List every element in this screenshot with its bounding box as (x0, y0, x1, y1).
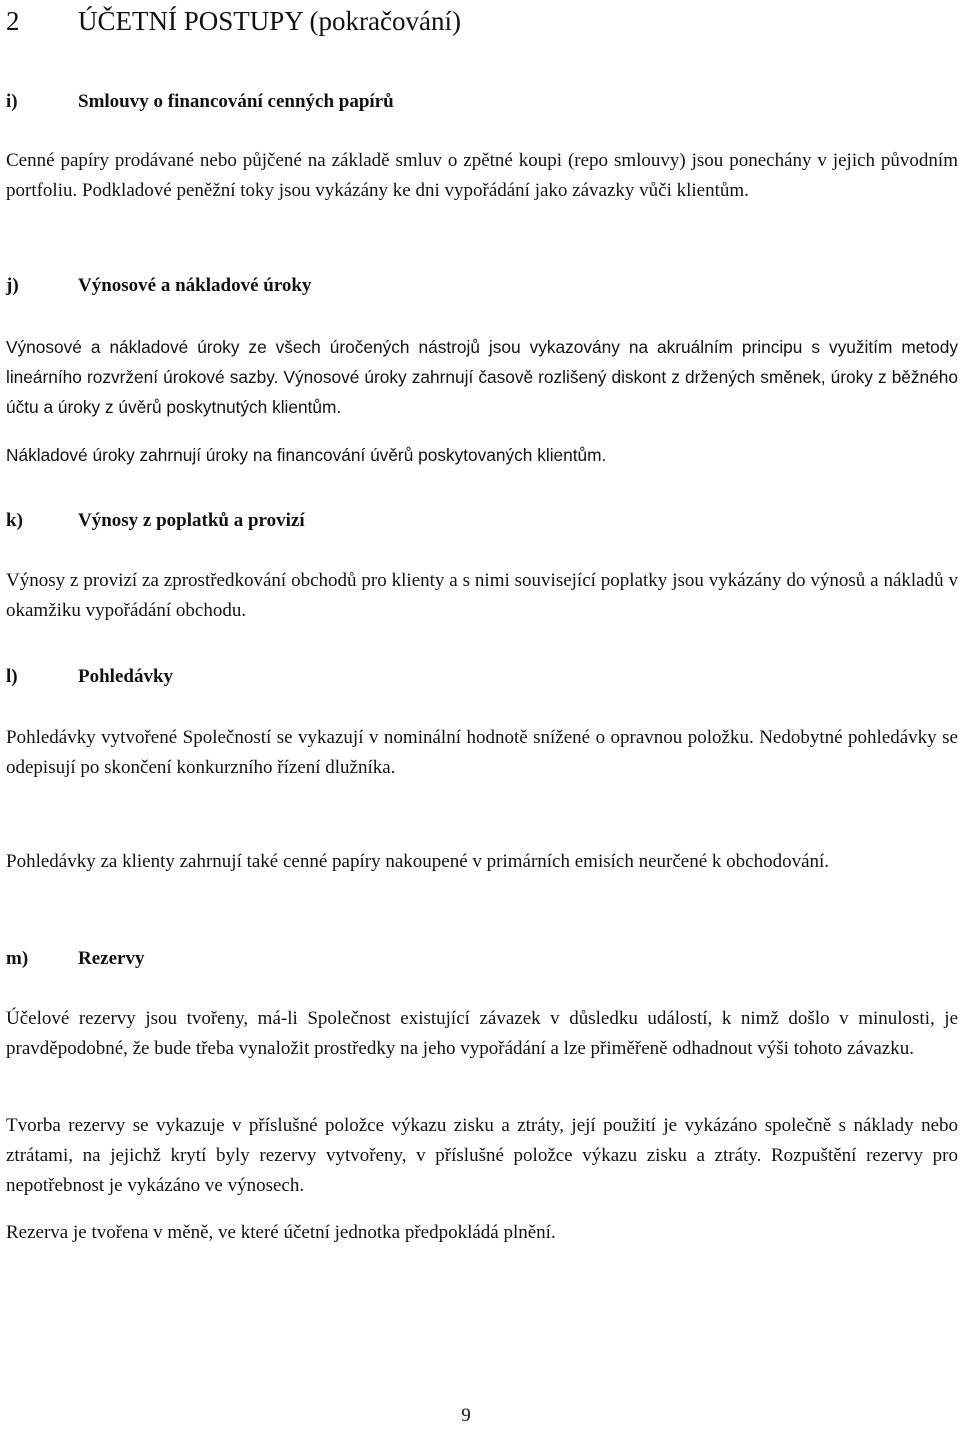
section-m-paragraph-2: Tvorba rezervy se vykazuje v příslušné položce výkazu zisku a ztráty, její použití je vykázáno společně s náklady nebo ztrátami, na jejichž krytí byly rezervy vytvořeny, v příslušné položce výkazu zisku a ztráty. Rozpuštění rezervy pro nepotřebnost je vykázáno ve výnosech. (6, 1115, 958, 1196)
section-i-paragraph-1: Cenné papíry prodávané nebo půjčené na základě smluv o zpětné koupi (repo smlouvy) jsou ponechány v jejich původním portfoliu. Podkladové peněžní toky jsou vykázány ke dni vypořádání jako závazky vůči klientům. (6, 150, 958, 201)
page-number: 9 (461, 1405, 471, 1426)
section-heading-k (6, 509, 305, 533)
section-heading-m (6, 947, 144, 971)
section-l-paragraph-2: Pohledávky za klienty zahrnují také cenné papíry nakoupené v primárních emisích neurčené k obchodování. (6, 851, 830, 872)
section-title: Výnosy z poplatků a provizí (78, 510, 305, 531)
section-heading-j (6, 274, 312, 298)
section-l-paragraph-1: Pohledávky vytvořené Společností se vykazují v nominální hodnotě snížené o opravnou položku. Nedobytné pohledávky se odepisují po skončení konkurzního řízení dlužníka. (6, 727, 958, 778)
section-title: Výnosové a nákladové úroky (78, 275, 312, 296)
section-label: m) (6, 948, 29, 969)
section-label: i) (6, 91, 18, 112)
chapter-title (6, 4, 461, 38)
section-j-paragraph-1: Výnosové a nákladové úroky ze všech úročených nástrojů jsou vykazovány na akruálním principu s využitím metody lineárního rozvržení úrokové sazby. Výnosové úroky zahrnují časově rozlišený diskont z držených směnek, úroky z běžného účtu a úroky z úvěrů poskytnutých klientům. (6, 337, 958, 417)
chapter-title-text: ÚČETNÍ POSTUPY (pokračování) (78, 6, 461, 36)
section-title: Smlouvy o financování cenných papírů (78, 91, 394, 112)
section-m-paragraph-3: Rezerva je tvořena v měně, ve které účetní jednotka předpokládá plnění. (6, 1222, 556, 1243)
section-label: j) (6, 275, 19, 296)
section-heading-i (6, 90, 394, 114)
chapter-number: 2 (6, 6, 20, 36)
section-label: k) (6, 510, 23, 531)
section-title: Rezervy (78, 948, 145, 969)
section-label: l) (6, 666, 18, 687)
section-k-paragraph-1: Výnosy z provizí za zprostředkování obchodů pro klienty a s nimi související poplatky jsou vykázány do výnosů a nákladů v okamžiku vypořádání obchodu. (6, 570, 958, 621)
section-title: Pohledávky (78, 666, 174, 687)
section-m-paragraph-1: Účelové rezervy jsou tvořeny, má-li Společnost existující závazek v důsledku událostí, k nimž došlo v minulosti, je pravděpodobné, že bude třeba vynaložit prostředky na jeho vypořádání a lze přiměřeně odhadnout výši tohoto závazku. (6, 1008, 958, 1059)
section-heading-l (6, 665, 173, 689)
section-j-paragraph-2: Nákladové úroky zahrnují úroky na financování úvěrů poskytovaných klientům. (6, 445, 607, 465)
